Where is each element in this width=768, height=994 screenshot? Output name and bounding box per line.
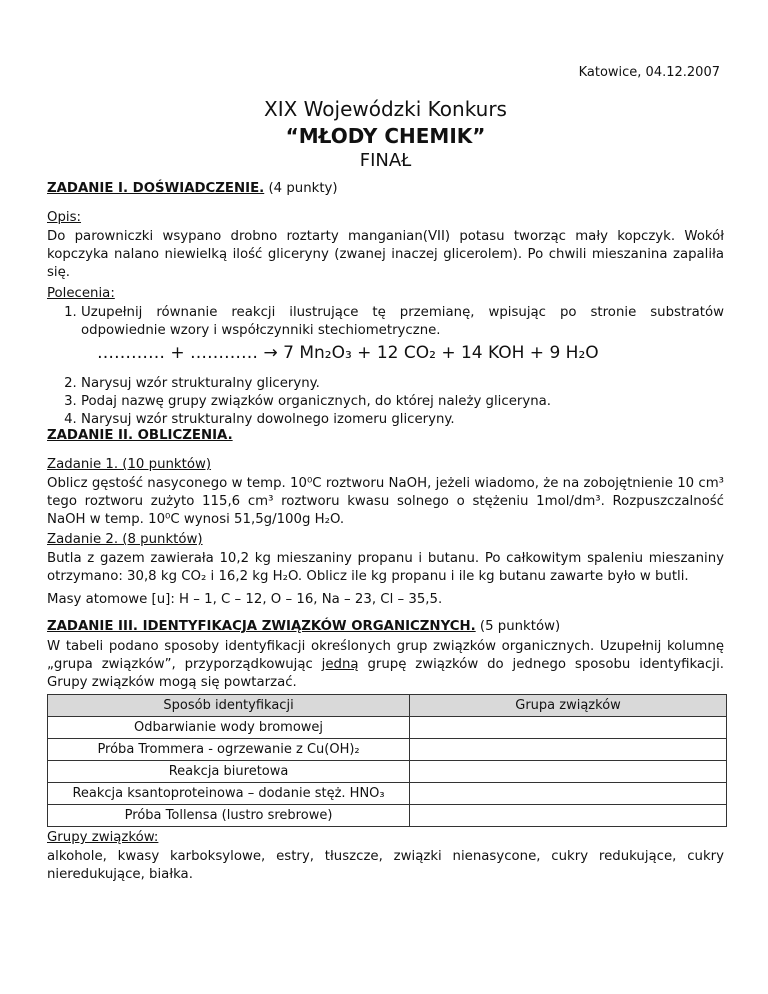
table-header-method: Sposób identyfikacji	[48, 695, 410, 717]
method-cell: Reakcja ksantoproteinowa – dodanie stęż. HNO₃	[48, 783, 410, 805]
groups-label: Grupy związków:	[47, 830, 159, 845]
table-row	[48, 783, 727, 805]
task3-intro-emphasis: jedną	[321, 657, 359, 672]
task1-desc-label: Opis:	[47, 210, 82, 225]
task1-heading: ZADANIE I. DOŚWIADCZENIE.	[47, 181, 265, 196]
task2-z1-label: Zadanie 1. (10 punktów)	[47, 457, 212, 472]
identification-table	[47, 694, 727, 827]
stage-label: FINAŁ	[359, 150, 412, 171]
table-row	[48, 761, 727, 783]
table-row	[48, 805, 727, 827]
task2-heading: ZADANIE II. OBLICZENIA.	[47, 428, 233, 443]
identification-table-wrap	[47, 694, 724, 827]
task3-heading: ZADANIE III. IDENTYFIKACJA ZWIĄZKÓW ORGANICZNYCH.	[47, 619, 476, 634]
group-answer-cell[interactable]	[410, 739, 727, 761]
command-item: 3. Podaj nazwę grupy związków organicznych, do której należy gliceryna.	[81, 393, 724, 411]
task1-description: Do parowniczki wsypano drobno roztarty manganian(VII) potasu tworząc mały kopczyk. Wokół kopczyka nalano niewielką ilość gliceryny (zwanej inaczej glicerolem). Po chwili mieszanina zapaliła się.	[47, 229, 724, 280]
task1-commands-label: Polecenia:	[47, 286, 115, 301]
method-cell: Próba Trommera - ogrzewanie z Cu(OH)₂	[48, 739, 410, 761]
method-cell: Próba Tollensa (lustro srebrowe)	[48, 805, 410, 827]
command-item: 2. Narysuj wzór strukturalny gliceryny.	[81, 375, 724, 393]
group-answer-cell[interactable]	[410, 783, 727, 805]
command-item: 4. Narysuj wzór strukturalny dowolnego izomeru gliceryny.	[81, 411, 724, 429]
task1-points: (4 punkty)	[268, 181, 338, 196]
table-header-row	[48, 695, 727, 717]
contest-subtitle: “MŁODY CHEMIK”	[285, 124, 486, 148]
task1-command-list-b	[47, 375, 724, 429]
reaction-equation: ………… + ………… → 7 Mn₂O₃ + 12 CO₂ + 14 KOH + 9 H₂O	[97, 343, 599, 363]
method-cell: Odbarwianie wody bromowej	[48, 717, 410, 739]
task3-points: (5 punktów)	[479, 619, 561, 634]
groups-list: alkohole, kwasy karboksylowe, estry, tłuszcze, związki nienasycone, cukry redukujące, cukry nieredukujące, białka.	[47, 849, 724, 882]
task3-heading-line	[47, 619, 724, 634]
group-answer-cell[interactable]	[410, 805, 727, 827]
task2-z1-text: Oblicz gęstość nasyconego w temp. 10⁰C roztworu NaOH, jeżeli wiadomo, że na zobojętnienie 10 cm³ tego roztworu zużyto 115,6 cm³ roztworu kwasu solnego o stężeniu 1mol/dm³. Rozpuszczalność NaOH w temp. 10⁰C wynosi 51,5g/100g H₂O.	[47, 476, 724, 527]
table-row	[48, 739, 727, 761]
contest-title: XIX Wojewódzki Konkurs	[264, 97, 507, 121]
group-answer-cell[interactable]	[410, 761, 727, 783]
task3-intro-b: grupę związków do jednego sposobu identyfikacji. Grupy związków mogą się powtarzać.	[47, 657, 724, 690]
task2-z2-label: Zadanie 2. (8 punktów)	[47, 532, 203, 547]
atomic-masses: Masy atomowe [u]: H – 1, C – 12, O – 16, Na – 23, Cl – 35,5.	[47, 592, 443, 607]
date: Katowice, 04.12.2007	[578, 65, 720, 80]
method-cell: Reakcja biuretowa	[48, 761, 410, 783]
task3-intro	[47, 638, 724, 692]
table-header-group: Grupa związków	[410, 695, 727, 717]
task2-z2-text: Butla z gazem zawierała 10,2 kg mieszaniny propanu i butanu. Po całkowitym spaleniu mieszaniny otrzymano: 30,8 kg CO₂ i 16,2 kg H₂O. Oblicz ile kg propanu i ile kg butanu zawarte było w butli.	[47, 551, 724, 584]
group-answer-cell[interactable]	[410, 717, 727, 739]
task1-command-list-a	[47, 304, 724, 340]
table-row	[48, 717, 727, 739]
task3-intro-a: W tabeli podano sposoby identyfikacji określonych grup związków organicznych. Uzupełnij kolumnę „grupa związków”, przyporządkowując	[47, 639, 724, 672]
task1-heading-line	[47, 181, 724, 196]
command-item: 1. Uzupełnij równanie reakcji ilustrujące tę przemianę, wpisując po stronie substratów odpowiednie wzory i współczynniki stechiometryczne.	[81, 304, 724, 340]
